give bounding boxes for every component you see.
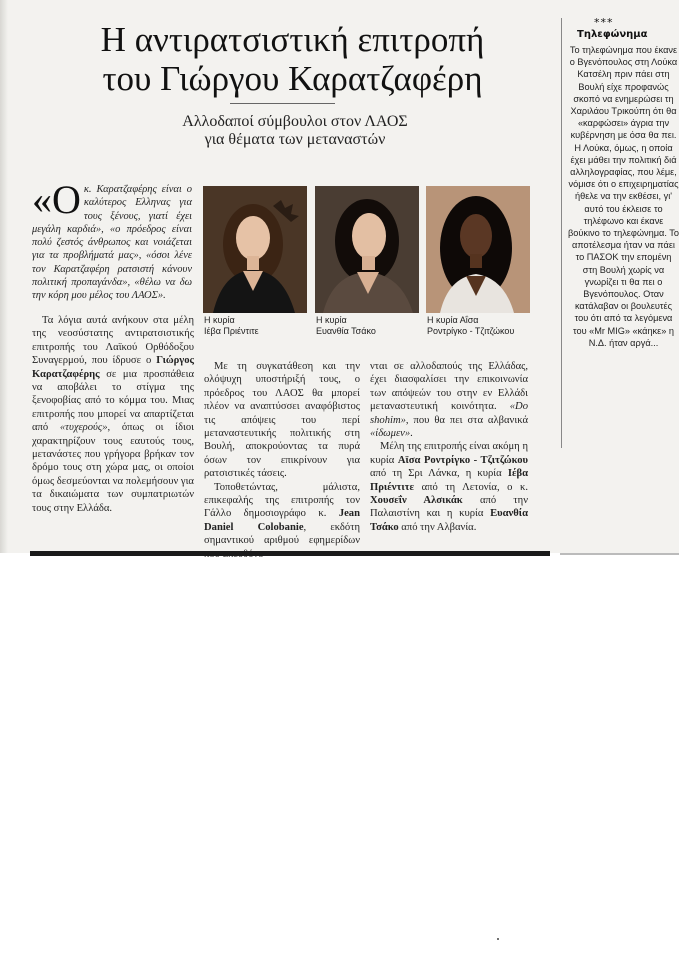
text-run: , εκδότη σημαντικού αριθμού εφημερίδων: [204, 521, 360, 547]
text-run: Μέλη της επιτροπής είναι ακόμη η κυρία: [370, 441, 528, 466]
title-rule: [230, 103, 335, 104]
caption-line: Ροντρίγκο - Τζιτζώκου: [427, 325, 515, 336]
photo-aisa-rodrigo-tzitzokou: [426, 186, 530, 313]
caption-line: Ευανθία Τσάκο: [316, 325, 376, 336]
italic-phrase: «Do shohim»: [370, 401, 528, 426]
drop-cap: «Ο: [32, 177, 81, 222]
subhead-line-2: για θέματα των μεταναστών: [204, 131, 386, 148]
text-run: από τη Σρι Λάνκα, η κυρία: [370, 468, 508, 480]
photo-caption-2: [316, 315, 420, 336]
text-run: , όπως οι ίδιοι χαρακτηρίζουν τους εαυτούς τους, μετανάστες που γρήγορα βρήκαν τον δρόμο τους στη χώρα μας, οι οποίοι όμως δεσμεύονται να πολεμήσουν για τα δικαιώματα των συμπατριωτών τους στην Ελλάδα.: [32, 422, 194, 514]
photo-evanthia-tsako: [315, 186, 419, 313]
bold-name: Ιέβα Πριέντιτε: [370, 468, 528, 493]
photo-caption-3: [427, 315, 542, 336]
text-run: από την Αλβανία.: [398, 521, 477, 533]
bold-name: Αϊσα Ροντρίγκο - Τζιτζώκου: [397, 454, 529, 466]
sidebar-stars: ***: [594, 16, 614, 29]
body-column-3: [370, 360, 528, 534]
italic-phrase: «ίδωμεν»: [370, 428, 411, 440]
caption-line: Η κυρία: [316, 315, 347, 325]
headline: [40, 20, 545, 98]
bold-name: Ευανθία Τσάκο: [370, 508, 528, 533]
headline-line-1: Η αντιρατσιστική επιτροπή: [100, 20, 485, 59]
body-column-2: [204, 360, 360, 561]
text-run: .: [410, 428, 413, 440]
paragraph: [370, 440, 528, 534]
text-run: νται σε αλλοδαπούς της Ελλάδας, έχει διασφαλίσει την επικοινωνία των απόψεών του στην εν Ελλάδι μεταναστευτική κοινότητα.: [370, 361, 528, 413]
caption-line: Ιέβα Πριέντιτε: [204, 325, 259, 336]
subheadline: [110, 113, 480, 149]
sidebar-title: Τηλεφώνημα: [577, 29, 648, 40]
italic-quote: «τυχερούς»: [59, 422, 108, 434]
caption-line: Η κυρία: [204, 315, 235, 325]
body-column-1: [32, 314, 194, 515]
lead-quote: [32, 177, 192, 303]
bottom-rule-right: [560, 553, 679, 555]
bold-name: Γιώργος Καρατζαφέρης: [32, 355, 194, 380]
scan-speck: [497, 938, 499, 940]
paragraph: [204, 481, 360, 561]
text-run: σε μια προσπάθεια να αποβάλει το στίγμα της ξενοφοβίας από το κόμμα του. Μιας επιτροπής που μπορεί να απαρτίζεται από: [32, 368, 194, 434]
photo-caption-1: [204, 315, 308, 336]
bold-name: Jean Daniel Colobanie: [204, 508, 360, 533]
lead-quote-text: κ. Καρατζαφέρης είναι ο καλύτερος Ελληνας για τους ξένους, γιατί έχει μεγάλη καρδιά», «ο πρόεδρος είναι πολύ ζεστός άνθρωπος και νοιάζεται για τα προβλήματά μας», «όσοι λένε τον Καρατζαφέρη ρατσιστή κάνουν πολιτική προπαγάνδα», «θέλω να δω την κόρη μου μέλος του ΛΑΟΣ».: [32, 184, 192, 302]
sidebar-text: Το τηλεφώνημα που έκανε ο Βγενόπουλος στη Λούκα Κατσέλη πριν πάει στη Βουλή είχε προφανώς σκοπό να ενημερώσει τη Χαριλάου Τρικούπη ότι θα «καρφώσει» άγρια την κυβέρνηση με όσα θα πει. Η Λούκα, όμως, η οποία έχει μάθει την πολιτική διά αλληλογραφίας, που λέμε, νόμισε ότι ο επιχειρηματίας ήθελε να την εκθέσει, γι' αυτό του έκλεισε το τηλέφωνο και έκανε βούκινο το τηλεφώνημα. Το αποτέλεσμα ήταν να πάει το ΠΑΣΟΚ την επομένη στη Βουλή χωρίς να γνωρίζει τι θα πει ο Βγενόπουλος. Οταν κατάλαβαν οι βουλευτές του ότι από τα λεγόμενα του «Mr MIG» «κάηκε» η Ν.Δ. ήταν αργά...: [568, 45, 679, 348]
caption-line: Η κυρία Αΐσα: [427, 315, 479, 325]
paragraph: [370, 360, 528, 440]
paragraph: Με τη συγκατάθεση και την ολόψυχη υποστήριξή τους, ο πρόεδρος του ΛΑΟΣ θα μπορεί πλέον να αναπτύσσει αναφόβιστος τις απόψεις του περί μεταναστευτικής πολιτικής στη Βουλή, αποκρούοντας τα πυρά όσων τον επικρίνουν για ρατσιστικές τάσεις.: [204, 361, 360, 480]
scan-shadow: [0, 0, 8, 553]
text-run: Τοποθετώντας, μάλιστα, επικεφαλής της επιτροπής τον Γάλλο δημοσιογράφο κ.: [204, 481, 360, 520]
sidebar-divider: [561, 18, 562, 448]
subhead-line-1: Αλλοδαποί σύμβουλοι στον ΛΑΟΣ: [182, 113, 408, 130]
text-run: από την Παλαιστίνη και η κυρία: [370, 495, 528, 520]
text-run: , που θα πει στα αλβανικά: [405, 414, 528, 426]
paragraph: [32, 314, 194, 515]
bold-name: Χουσεΐν Αλσικάκ: [370, 495, 463, 507]
headline-line-2: του Γιώργου Καρατζαφέρη: [102, 59, 483, 98]
text-run: από τη Λετονία, ο κ.: [414, 481, 528, 493]
bottom-rule: [30, 551, 550, 556]
photo-ieva-priedite: [203, 186, 307, 313]
text-run: Τα λόγια αυτά ανήκουν στα μέλη της νεοσύστατης αντιρατσιστικής επιτροπής του Λαϊκού Ορθόδοξου Συναγερμού, που ίδρυσε ο: [32, 315, 194, 367]
